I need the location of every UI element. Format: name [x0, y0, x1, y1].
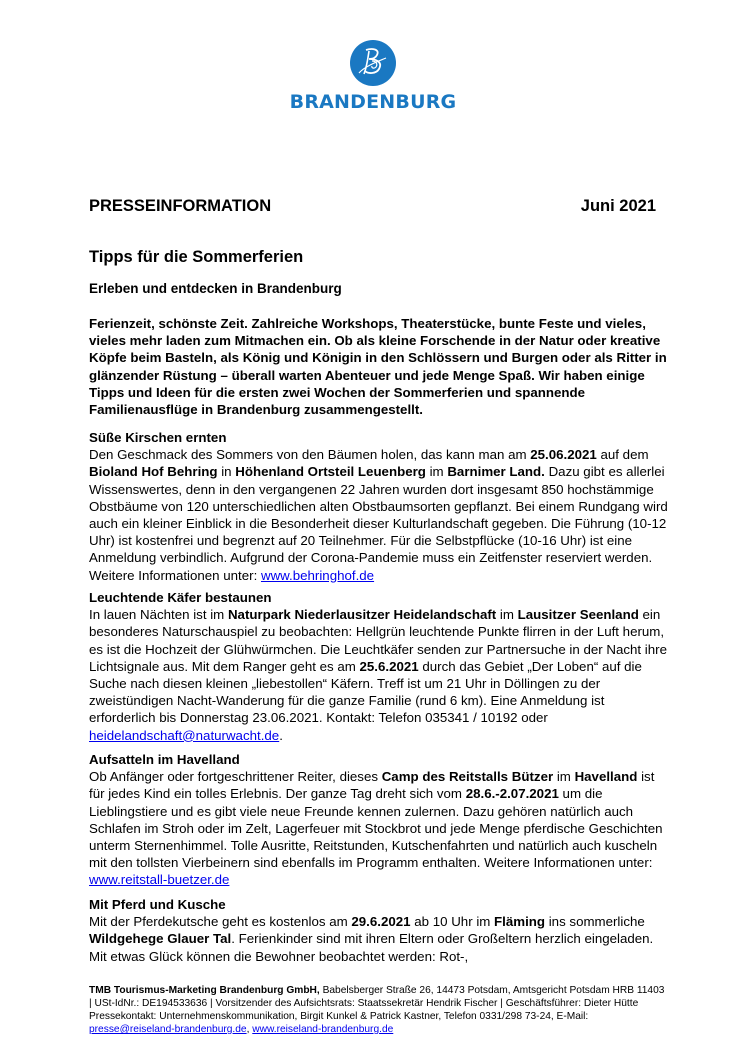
brandenburg-b-logo-icon — [350, 40, 396, 86]
section-havelland — [89, 751, 669, 889]
section-heading: Süße Kirschen ernten — [89, 430, 227, 445]
press-email-link[interactable]: presse@reiseland-brandenburg.de — [89, 1024, 247, 1035]
footer-text: Babelsberger Straße 26, 14473 Potsdam, Amtsgericht Potsdam HRB 11403 | USt-IdNr.: DE194533636 | Vorsitzender des Aufsichtsrats: Staatssekretär Hendrik Fischer | Geschäftsführer: Dieter Hütte Pressekontakt: Unternehmenskommunikation, Birgit Kunkel & Patrick Kastner, Telefon 0331/298 73-24, E-Mail: — [89, 985, 665, 1022]
brand-name: BRANDENBURG — [289, 91, 457, 113]
footer-company: TMB Tourismus-Marketing Brandenburg GmbH, — [89, 985, 320, 996]
section-kirschen — [89, 429, 669, 584]
section-body: Ob Anfänger oder fortgeschrittener Reiter, dieses Camp des Reitstalls Bützer im Havelland ist für jedes Kind ein tolles Erlebnis. Der ganze Tag dreht sich vom 28.6.-2.07.2021 um die Lieblingstiere und es gibt viele neue Freunde kennen zulernen. Dazu gehören natürlich auch Schlafen im Stroh oder im Zelt, Lagerfeuer mit Stockbrot und jede Menge pferdische Geschichten unterm Sternenhimmel. Tolle Ausritte, Reitstunden, Kutschenfahrten und natürlich auch kuscheln mit den tollsten Vierbeinern sind ebenfalls im Programm enthalten. Weitere Informationen unter: www.reitstall-buetzer.de — [89, 769, 663, 888]
page-subtitle: Erleben und entdecken in Brandenburg — [89, 281, 342, 296]
naturwacht-email-link[interactable]: heidelandschaft@naturwacht.de — [89, 727, 280, 743]
brand-logo — [0, 40, 746, 113]
reitstall-link[interactable]: www.reitstall-buetzer.de — [89, 872, 230, 888]
page-title: Tipps für die Sommerferien — [89, 248, 304, 266]
section-heading: Aufsatteln im Havelland — [89, 752, 240, 767]
section-body: Mit der Pferdekutsche geht es kostenlos am 29.6.2021 ab 10 Uhr im Fläming ins sommerliche Wildgehege Glauer Tal. Ferienkinder sind mit ihren Eltern oder Großeltern herzlich eingeladen. Mit etwas Glück können die Bewohner beobachtet werden: Rot-, — [89, 914, 654, 964]
press-label: PRESSEINFORMATION — [89, 197, 272, 215]
section-heading: Mit Pferd und Kusche — [89, 897, 226, 912]
press-date: Juni 2021 — [580, 197, 656, 215]
section-kaefer — [89, 589, 669, 744]
behringhof-link[interactable]: www.behringhof.de — [260, 567, 375, 583]
document-header — [89, 196, 656, 216]
page-footer: TMB Tourismus-Marketing Brandenburg GmbH, Babelsberger Straße 26, 14473 Potsdam, Amtsgericht Potsdam HRB 11403 | USt-IdNr.: DE194533636 | Vorsitzender des Aufsichtsrats: Staatssekretär Hendrik Fischer | Geschäftsführer: Dieter Hütte Pressekontakt: Unternehmenskommunikation, Birgit Kunkel & Patrick Kastner, Telefon 0331/298 73-24, E-Mail: presse@reiseland-brandenburg.de, www.reiseland-brandenburg.de — [89, 985, 665, 1035]
section-kutsche — [89, 896, 669, 965]
section-heading: Leuchtende Käfer bestaunen — [89, 590, 272, 605]
section-body: In lauen Nächten ist im Naturpark Niederlausitzer Heidelandschaft im Lausitzer Seenland ein besonderes Naturschauspiel zu beobachten: Hellgrün leuchtende Punkte flirren in der Luft herum, es ist die Hochzeit der Glühwürmchen. Die Leuchtkäfer senden zur Partnersuche in der Nacht ihre Lichtsignale aus. Mit dem Ranger geht es am 25.6.2021 durch das Gebiet „Der Loben“ auf die Suche nach diesen kleinen „liebestollen“ Käfern. Treff ist um 21 Uhr in Döllingen zu der zweistündigen Nacht-Wanderung für die ganze Familie (rund 6 km). Eine Anmeldung ist erforderlich bis Donnerstag 23.06.2021. Kontakt: Telefon 035341 / 10192 oder heidelandschaft@naturwacht.de. — [89, 607, 667, 743]
website-link[interactable]: www.reiseland-brandenburg.de — [252, 1024, 394, 1035]
section-body: Den Geschmack des Sommers von den Bäumen holen, das kann man am 25.06.2021 auf dem Bioland Hof Behring in Höhenland Ortsteil Leuenberg im Barnimer Land. Dazu gibt es allerlei Wissenswertes, denn in den vergangenen 22 Jahren wurden dort insgesamt 850 hochstämmige Obstbäume von 120 unterschiedlichen alten Obstbaumsorten gepflanzt. Bei einem Rundgang wird auch ein kleiner Einblick in die Besonderheit dieser Kulturlandschaft gegeben. Die Führung (10-12 Uhr) ist kostenfrei und begrenzt auf 20 Teilnehmer. Für die Selbstpflücke (10-16 Uhr) ist eine Anmeldung verbindlich. Aufgrund der Corona-Pandemie muss ein Zeitfenster reserviert werden. Weitere Informationen unter: www.behringhof.de — [89, 447, 668, 583]
lead-paragraph: Ferienzeit, schönste Zeit. Zahlreiche Workshops, Theaterstücke, bunte Feste und vieles, vieles mehr laden zum Mitmachen ein. Ob als kleine Forschende in der Natur oder kreative Köpfe beim Basteln, als König und Königin in den Schlössern und Burgen oder als Ritter in glänzender Rüstung – überall warten Abenteuer und jede Menge Spaß. Wir haben einige Tipps und Ideen für die ersten zwei Wochen der Sommerferien und spannende Familienausflüge in Brandenburg zusammengestellt. — [89, 316, 667, 418]
